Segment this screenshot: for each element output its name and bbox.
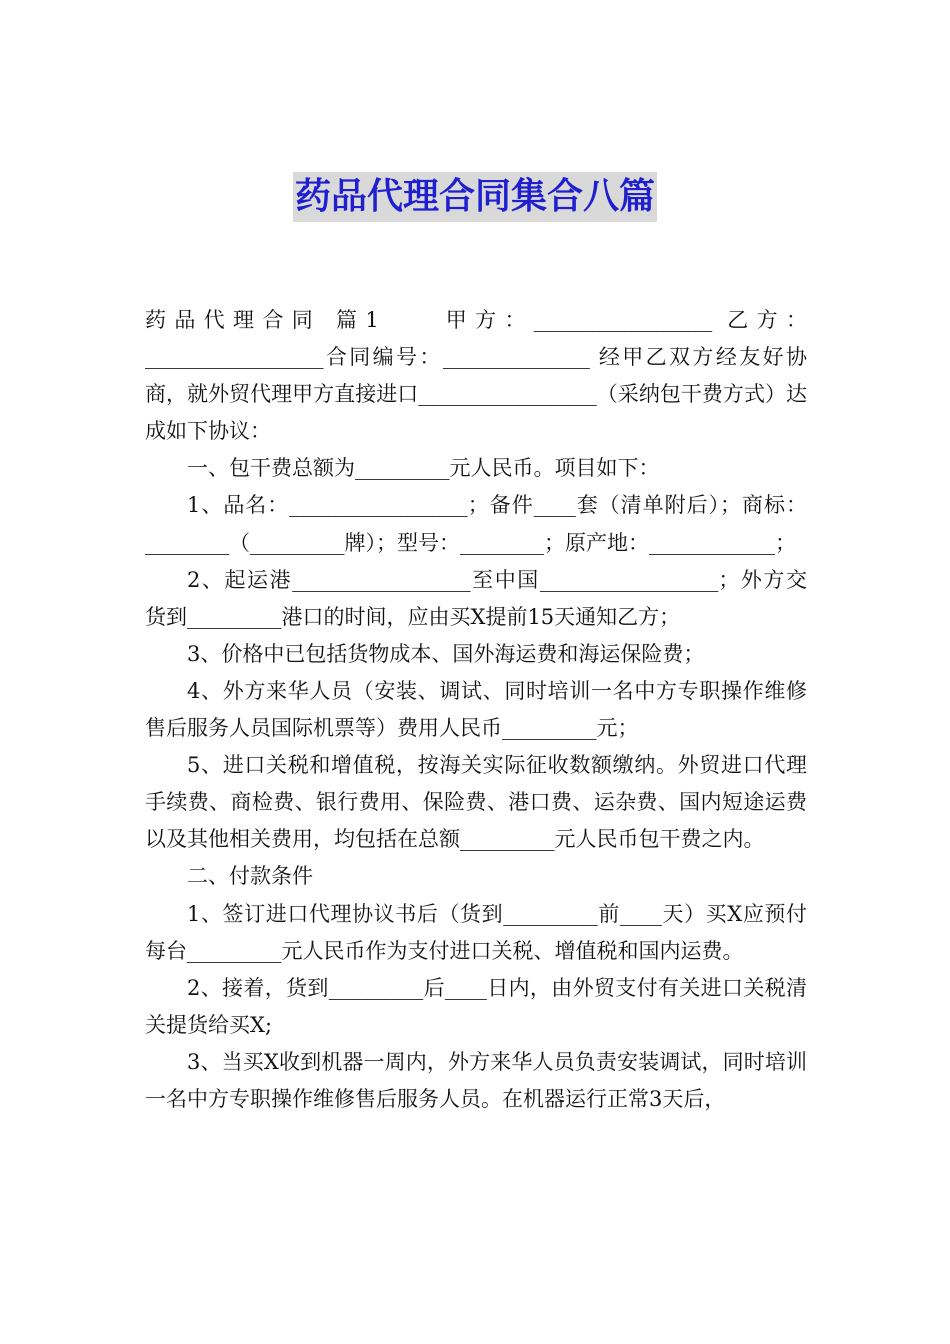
paragraph-11: 3、当买X收到机器一周内，外方来华人员负责安装调试，同时培训一名中方专职操作维修售后服务人员。在机器运行正常3天后， [145, 1049, 807, 1111]
paragraph-10: 2、接着，货到_________后____日内，由外贸支付有关进口关税清关提货给买X; [145, 975, 807, 1037]
paragraph-7: 5、进口关税和增值税，按海关实际征收数额缴纳。外贸进口代理手续费、商检费、银行费用、保险费、港口费、运杂费、国内短途运费以及其他相关费用，均包括在总额_________元人民币包干费之内。 [145, 753, 807, 852]
paragraph-8: 二、付款条件 [187, 864, 313, 889]
page-title [0, 172, 950, 222]
paragraph-2: 一、包干费总额为_________元人民币。项目如下： [187, 456, 660, 481]
paragraph-5: 3、价格中已包括货物成本、国外海运费和海运保险费； [187, 641, 705, 666]
document-body [145, 302, 807, 1118]
paragraph-3: 1、品名：_________________；备件____套（清单附后）；商标：________（_________牌）；型号：________；原产地：____________； [145, 493, 807, 555]
paragraph-4: 2、起运港_________________至中国_________________；外方交货到_________港口的时间，应由买X提前15天通知乙方； [145, 567, 807, 629]
paragraph-1: 药品代理合同 篇1 甲方：_________________ 乙方：_________________合同编号：______________ 经甲乙双方经友好协商，就外贸代理甲方直接进口_________________（采纳包干费方式）达成如下协议： [145, 308, 807, 444]
paragraph-9: 1、签订进口代理协议书后（货到_________前____天）买X应预付每台_________元人民币作为支付进口关税、增值税和国内运费。 [145, 901, 807, 963]
document-title: 药品代理合同集合八篇 [293, 172, 657, 222]
paragraph-6: 4、外方来华人员（安装、调试、同时培训一名中方专职操作维修售后服务人员国际机票等）费用人民币_________元； [145, 678, 807, 741]
